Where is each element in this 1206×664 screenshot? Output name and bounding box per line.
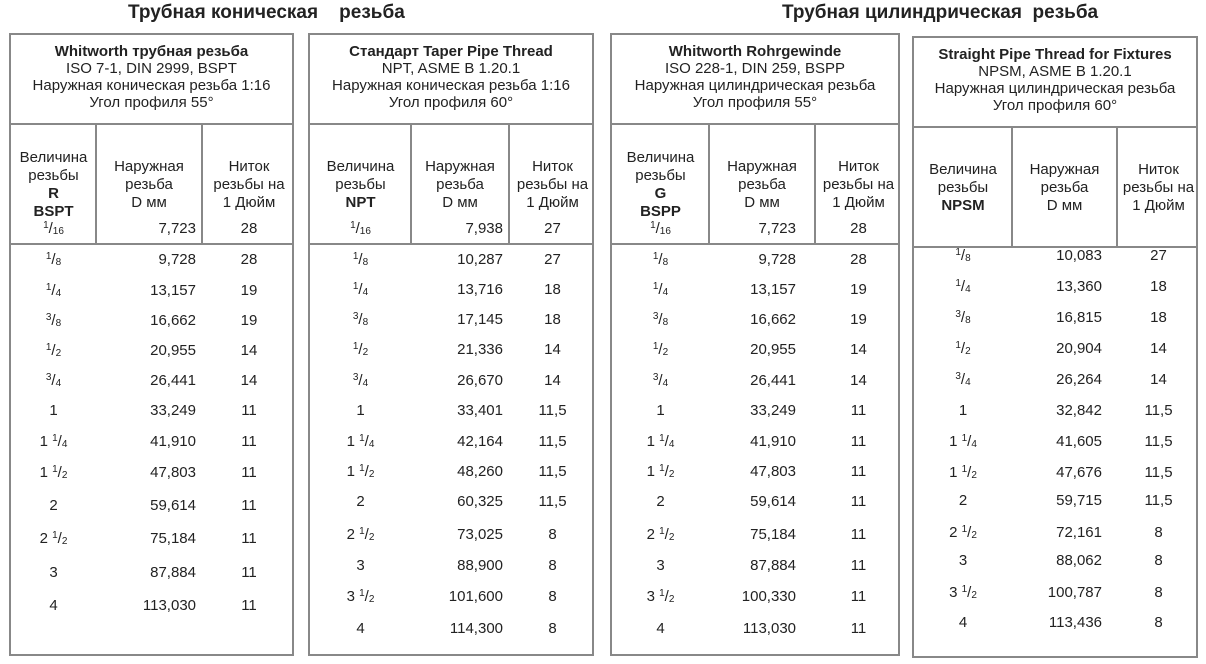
table-row xyxy=(310,279,592,301)
threads-per-inch: 8 xyxy=(548,557,557,574)
threads-per-inch: 11 xyxy=(241,597,257,614)
thread-size: $^3/_8$ xyxy=(352,311,369,328)
header-divider xyxy=(612,243,898,245)
table-row xyxy=(612,461,898,483)
thread-size: $^1/_{16}$ xyxy=(350,220,371,237)
thread-size: 1 $^1/_4$ xyxy=(346,433,375,450)
outer-diameter: 26,670 xyxy=(457,372,503,389)
outer-diameter: 16,662 xyxy=(750,311,796,328)
table-row xyxy=(612,618,898,640)
thread-size: 2 $^1/_2$ xyxy=(949,524,977,541)
outer-diameter: 16,815 xyxy=(1056,309,1102,326)
header-divider xyxy=(310,243,592,245)
outer-diameter: 13,157 xyxy=(750,281,796,298)
thread-size: $^1/_8$ xyxy=(652,251,669,268)
outer-diameter: 87,884 xyxy=(150,564,196,581)
diameter-column-header: Наружная резьба D мм xyxy=(727,158,797,211)
table-row xyxy=(11,370,292,392)
outer-diameter: 32,842 xyxy=(1056,402,1102,419)
thread-size: $^1/_2$ xyxy=(45,342,62,359)
threads-per-inch: 11 xyxy=(850,557,867,574)
thread-size: 4 xyxy=(656,620,665,637)
outer-diameter: 26,441 xyxy=(750,372,796,389)
threads-per-inch: 28 xyxy=(240,251,258,268)
outer-diameter: 41,605 xyxy=(1056,433,1102,450)
panel-header-line: ISO 228-1, DIN 259, BSPP xyxy=(664,60,846,77)
diameter-column-header: Наружная резьба D мм xyxy=(1029,161,1100,214)
panel-title: Стандарт Taper Pipe Thread xyxy=(349,43,553,60)
thread-size: 3 xyxy=(656,557,665,574)
outer-diameter: 75,184 xyxy=(150,530,196,547)
size-column-header: Величина резьбы NPSM xyxy=(929,161,997,214)
table-row xyxy=(310,249,592,271)
thread-size: $^1/_4$ xyxy=(652,281,669,298)
outer-diameter: 113,030 xyxy=(742,620,796,637)
outer-diameter: 20,955 xyxy=(750,341,796,358)
thread-size: 3 xyxy=(958,552,968,569)
outer-diameter: 73,025 xyxy=(457,526,503,543)
outer-diameter: 72,161 xyxy=(1056,524,1102,541)
panel-header-line: Наружная цилиндрическая резьба xyxy=(934,80,1176,97)
outer-diameter: 13,157 xyxy=(150,282,196,299)
thread-size: 3 xyxy=(356,557,365,574)
threads-per-inch: 11 xyxy=(241,433,257,450)
threads-per-inch: 11 xyxy=(850,526,867,543)
table-row xyxy=(612,586,898,608)
threads-per-inch: 11,5 xyxy=(538,402,567,419)
outer-diameter: 47,676 xyxy=(1056,464,1102,481)
panel-header xyxy=(11,35,292,125)
table-row xyxy=(11,562,292,584)
outer-diameter: 7,723 xyxy=(758,220,796,237)
thread-size: 1 $^1/_2$ xyxy=(346,463,375,480)
threads-per-inch: 8 xyxy=(548,620,557,637)
outer-diameter: 113,436 xyxy=(1048,614,1102,631)
outer-diameter: 41,910 xyxy=(750,433,796,450)
threads-per-inch: 8 xyxy=(1154,524,1163,541)
table-row xyxy=(612,491,898,513)
threads-per-inch: 11,5 xyxy=(1144,492,1173,509)
table-row xyxy=(612,218,898,240)
thread-size: $^1/_4$ xyxy=(352,281,369,298)
table-row xyxy=(310,524,592,546)
table-row xyxy=(914,307,1196,329)
table-row xyxy=(914,550,1196,572)
outer-diameter: 26,264 xyxy=(1056,371,1102,388)
threads-per-inch: 28 xyxy=(240,220,258,237)
thread-size: 2 xyxy=(656,493,665,510)
threads-per-inch: 14 xyxy=(850,341,867,358)
table-row xyxy=(11,495,292,517)
column-headers xyxy=(914,128,1196,248)
outer-diameter: 9,728 xyxy=(758,251,796,268)
table-row xyxy=(914,369,1196,391)
table-row xyxy=(914,400,1196,422)
thread-size: 2 $^1/_2$ xyxy=(646,526,675,543)
tpi-column-header: Ниток резьбы на 1 Дюйм xyxy=(516,158,589,211)
thread-size: $^1/_2$ xyxy=(352,341,369,358)
threads-per-inch: 27 xyxy=(544,220,561,237)
table-row xyxy=(914,338,1196,360)
thread-size: $^1/_8$ xyxy=(45,251,62,268)
thread-size: $^1/_8$ xyxy=(955,247,971,264)
panel-header-line: Наружная коническая резьба 1:16 xyxy=(32,77,271,94)
threads-per-inch: 27 xyxy=(544,251,561,268)
table-row xyxy=(612,555,898,577)
threads-per-inch: 11 xyxy=(850,433,867,450)
panel-header-line: Угол профиля 55° xyxy=(89,94,214,111)
outer-diameter: 87,884 xyxy=(750,557,796,574)
thread-size: 2 $^1/_2$ xyxy=(346,526,375,543)
table-row xyxy=(11,249,292,271)
thread-size: 1 xyxy=(958,402,968,419)
thread-size: $^1/_4$ xyxy=(45,282,62,299)
thread-panel xyxy=(9,33,294,656)
thread-size: $^3/_4$ xyxy=(45,372,62,389)
table-row xyxy=(914,462,1196,484)
panel-header-line: NPSM, ASME B 1.20.1 xyxy=(978,63,1132,80)
table-row xyxy=(310,586,592,608)
thread-size: 4 xyxy=(356,620,365,637)
threads-per-inch: 11 xyxy=(850,493,867,510)
size-column-header: Величина резьбы G BSPP xyxy=(626,149,695,220)
outer-diameter: 59,614 xyxy=(150,497,196,514)
threads-per-inch: 8 xyxy=(1154,584,1163,601)
tpi-column-header: Ниток резьбы на 1 Дюйм xyxy=(1122,161,1195,214)
table-row xyxy=(914,612,1196,634)
table-row xyxy=(11,528,292,550)
thread-size: 4 xyxy=(49,597,58,614)
thread-size: $^3/_8$ xyxy=(652,311,669,328)
thread-size: $^3/_4$ xyxy=(652,372,669,389)
threads-per-inch: 19 xyxy=(850,281,867,298)
panel-title: Whitworth Rohrgewinde xyxy=(668,43,842,60)
outer-diameter: 47,803 xyxy=(150,464,196,481)
table-row xyxy=(914,245,1196,267)
thread-size: 1 $^1/_2$ xyxy=(949,464,977,481)
thread-panel xyxy=(610,33,900,656)
table-row xyxy=(11,431,292,453)
outer-diameter: 10,287 xyxy=(457,251,503,268)
thread-size: $^3/_4$ xyxy=(955,371,971,388)
threads-per-inch: 18 xyxy=(1150,278,1167,295)
size-column-header: Величина резьбы R BSPT xyxy=(19,149,88,220)
table-row xyxy=(11,218,292,240)
table-row xyxy=(11,595,292,617)
outer-diameter: 100,330 xyxy=(741,588,796,605)
panel-header-line: Угол профиля 60° xyxy=(992,97,1118,114)
threads-per-inch: 11 xyxy=(850,588,867,605)
table-row xyxy=(612,309,898,331)
threads-per-inch: 14 xyxy=(240,372,258,389)
threads-per-inch: 19 xyxy=(240,282,258,299)
thread-size: 1 $^1/_4$ xyxy=(39,433,68,450)
outer-diameter: 16,662 xyxy=(150,312,196,329)
thread-panel xyxy=(308,33,594,656)
threads-per-inch: 11,5 xyxy=(538,463,567,480)
threads-per-inch: 19 xyxy=(240,312,258,329)
threads-per-inch: 11,5 xyxy=(1144,402,1173,419)
panel-header xyxy=(310,35,592,125)
table-row xyxy=(310,400,592,422)
outer-diameter: 20,904 xyxy=(1056,340,1102,357)
panel-header xyxy=(914,38,1196,128)
outer-diameter: 13,360 xyxy=(1056,278,1102,295)
threads-per-inch: 18 xyxy=(544,311,561,328)
thread-size: $^1/_2$ xyxy=(955,340,971,357)
threads-per-inch: 18 xyxy=(544,281,561,298)
threads-per-inch: 11 xyxy=(850,620,867,637)
threads-per-inch: 14 xyxy=(1150,340,1167,357)
outer-diameter: 88,062 xyxy=(1056,552,1102,569)
table-row xyxy=(310,431,592,453)
table-row xyxy=(11,462,292,484)
thread-size: 1 $^1/_2$ xyxy=(39,464,68,481)
threads-per-inch: 11 xyxy=(241,402,257,419)
table-row xyxy=(310,618,592,640)
thread-size: 1 xyxy=(656,402,665,419)
outer-diameter: 59,614 xyxy=(750,493,796,510)
outer-diameter: 75,184 xyxy=(750,526,796,543)
table-row xyxy=(310,218,592,240)
threads-per-inch: 8 xyxy=(548,526,557,543)
thread-panel xyxy=(912,36,1198,658)
table-row xyxy=(612,249,898,271)
threads-per-inch: 14 xyxy=(544,341,561,358)
thread-size: $^1/_2$ xyxy=(652,341,669,358)
threads-per-inch: 14 xyxy=(1150,371,1167,388)
outer-diameter: 113,030 xyxy=(142,597,196,614)
table-row xyxy=(612,524,898,546)
table-row xyxy=(914,490,1196,512)
size-column-header: Величина резьбы NPT xyxy=(326,158,395,211)
outer-diameter: 33,249 xyxy=(150,402,196,419)
thread-size: $^3/_8$ xyxy=(45,312,62,329)
threads-per-inch: 11,5 xyxy=(1144,433,1173,450)
thread-size: 2 xyxy=(958,492,968,509)
outer-diameter: 7,723 xyxy=(158,220,196,237)
table-row xyxy=(612,279,898,301)
panel-header-line: Угол профиля 60° xyxy=(388,94,514,111)
panel-title: Whitworth трубная резьба xyxy=(54,43,249,60)
threads-per-inch: 11,5 xyxy=(538,433,567,450)
thread-size: $^1/_{16}$ xyxy=(43,220,64,237)
threads-per-inch: 18 xyxy=(1150,309,1167,326)
threads-per-inch: 14 xyxy=(240,342,258,359)
outer-diameter: 20,955 xyxy=(150,342,196,359)
table-row xyxy=(11,280,292,302)
threads-per-inch: 11,5 xyxy=(1144,464,1173,481)
title-cylindrical: Трубная цилиндрическая резьба xyxy=(782,2,1099,23)
panel-header-line: ISO 7-1, DIN 2999, BSPT xyxy=(66,60,237,77)
threads-per-inch: 28 xyxy=(850,220,867,237)
table-row xyxy=(612,400,898,422)
table-row xyxy=(914,582,1196,604)
threads-per-inch: 19 xyxy=(850,311,867,328)
threads-per-inch: 14 xyxy=(544,372,561,389)
outer-diameter: 59,715 xyxy=(1056,492,1102,509)
column-divider xyxy=(1116,128,1118,248)
panel-header-line: NPT, ASME B 1.20.1 xyxy=(381,60,521,77)
thread-size: 2 xyxy=(356,493,365,510)
outer-diameter: 10,083 xyxy=(1056,247,1102,264)
thread-size: $^1/_8$ xyxy=(352,251,369,268)
threads-per-inch: 14 xyxy=(850,372,867,389)
thread-size: 1 xyxy=(356,402,365,419)
thread-size: $^3/_4$ xyxy=(352,372,369,389)
outer-diameter: 21,336 xyxy=(457,341,503,358)
outer-diameter: 101,600 xyxy=(448,588,503,605)
table-row xyxy=(310,491,592,513)
thread-size: 3 $^1/_2$ xyxy=(949,584,977,601)
table-row xyxy=(310,370,592,392)
panel-header-line: Угол профиля 55° xyxy=(692,94,818,111)
panel-header-line: Наружная коническая резьба 1:16 xyxy=(332,77,570,94)
diameter-column-header: Наружная резьба D мм xyxy=(425,158,495,211)
title-conical: Трубная коническая резьба xyxy=(128,2,405,23)
panel-header xyxy=(612,35,898,125)
table-row xyxy=(914,522,1196,544)
table-row xyxy=(11,310,292,332)
thread-size: 2 xyxy=(49,497,58,514)
table-row xyxy=(612,339,898,361)
panel-title: Straight Pipe Thread for Fixtures xyxy=(938,46,1172,63)
table-row xyxy=(310,309,592,331)
threads-per-inch: 11 xyxy=(241,564,257,581)
header-divider xyxy=(11,243,292,245)
thread-size: 1 $^1/_4$ xyxy=(646,433,675,450)
table-row xyxy=(914,276,1196,298)
outer-diameter: 33,401 xyxy=(457,402,503,419)
outer-diameter: 9,728 xyxy=(158,251,196,268)
threads-per-inch: 11,5 xyxy=(538,493,567,510)
threads-per-inch: 11 xyxy=(241,497,257,514)
thread-size: 3 xyxy=(49,564,58,581)
threads-per-inch: 8 xyxy=(548,588,557,605)
table-row xyxy=(310,339,592,361)
outer-diameter: 100,787 xyxy=(1047,584,1102,601)
diameter-column-header: Наружная резьба D мм xyxy=(114,158,184,211)
threads-per-inch: 28 xyxy=(850,251,867,268)
outer-diameter: 48,260 xyxy=(457,463,503,480)
table-row xyxy=(11,400,292,422)
thread-size: 1 xyxy=(49,402,58,419)
outer-diameter: 7,938 xyxy=(465,220,503,237)
table-row xyxy=(612,431,898,453)
threads-per-inch: 8 xyxy=(1154,552,1163,569)
column-divider xyxy=(1011,128,1013,248)
thread-size: 3 $^1/_2$ xyxy=(646,588,675,605)
tpi-column-header: Ниток резьбы на 1 Дюйм xyxy=(213,158,285,211)
outer-diameter: 13,716 xyxy=(457,281,503,298)
outer-diameter: 88,900 xyxy=(457,557,503,574)
table-row xyxy=(11,340,292,362)
table-row xyxy=(310,555,592,577)
threads-per-inch: 11 xyxy=(850,463,867,480)
panel-header-line: Наружная цилиндрическая резьба xyxy=(634,77,876,94)
thread-size: 4 xyxy=(958,614,968,631)
outer-diameter: 114,300 xyxy=(449,620,503,637)
thread-size: 1 $^1/_2$ xyxy=(646,463,675,480)
outer-diameter: 26,441 xyxy=(150,372,196,389)
outer-diameter: 47,803 xyxy=(750,463,796,480)
threads-per-inch: 11 xyxy=(241,530,257,547)
outer-diameter: 60,325 xyxy=(457,493,503,510)
tpi-column-header: Ниток резьбы на 1 Дюйм xyxy=(822,158,895,211)
outer-diameter: 41,910 xyxy=(150,433,196,450)
thread-size: 1 $^1/_4$ xyxy=(949,433,977,450)
thread-size: $^3/_8$ xyxy=(955,309,971,326)
thread-size: 3 $^1/_2$ xyxy=(346,588,375,605)
threads-per-inch: 11 xyxy=(241,464,257,481)
outer-diameter: 33,249 xyxy=(750,402,796,419)
table-row xyxy=(914,431,1196,453)
outer-diameter: 42,164 xyxy=(457,433,503,450)
thread-size: $^1/_{16}$ xyxy=(650,220,671,237)
threads-per-inch: 8 xyxy=(1154,614,1163,631)
threads-per-inch: 27 xyxy=(1150,247,1167,264)
threads-per-inch: 11 xyxy=(850,402,867,419)
table-row xyxy=(310,461,592,483)
table-row xyxy=(612,370,898,392)
thread-size: 2 $^1/_2$ xyxy=(39,530,68,547)
thread-size: $^1/_4$ xyxy=(955,278,971,295)
outer-diameter: 17,145 xyxy=(457,311,503,328)
